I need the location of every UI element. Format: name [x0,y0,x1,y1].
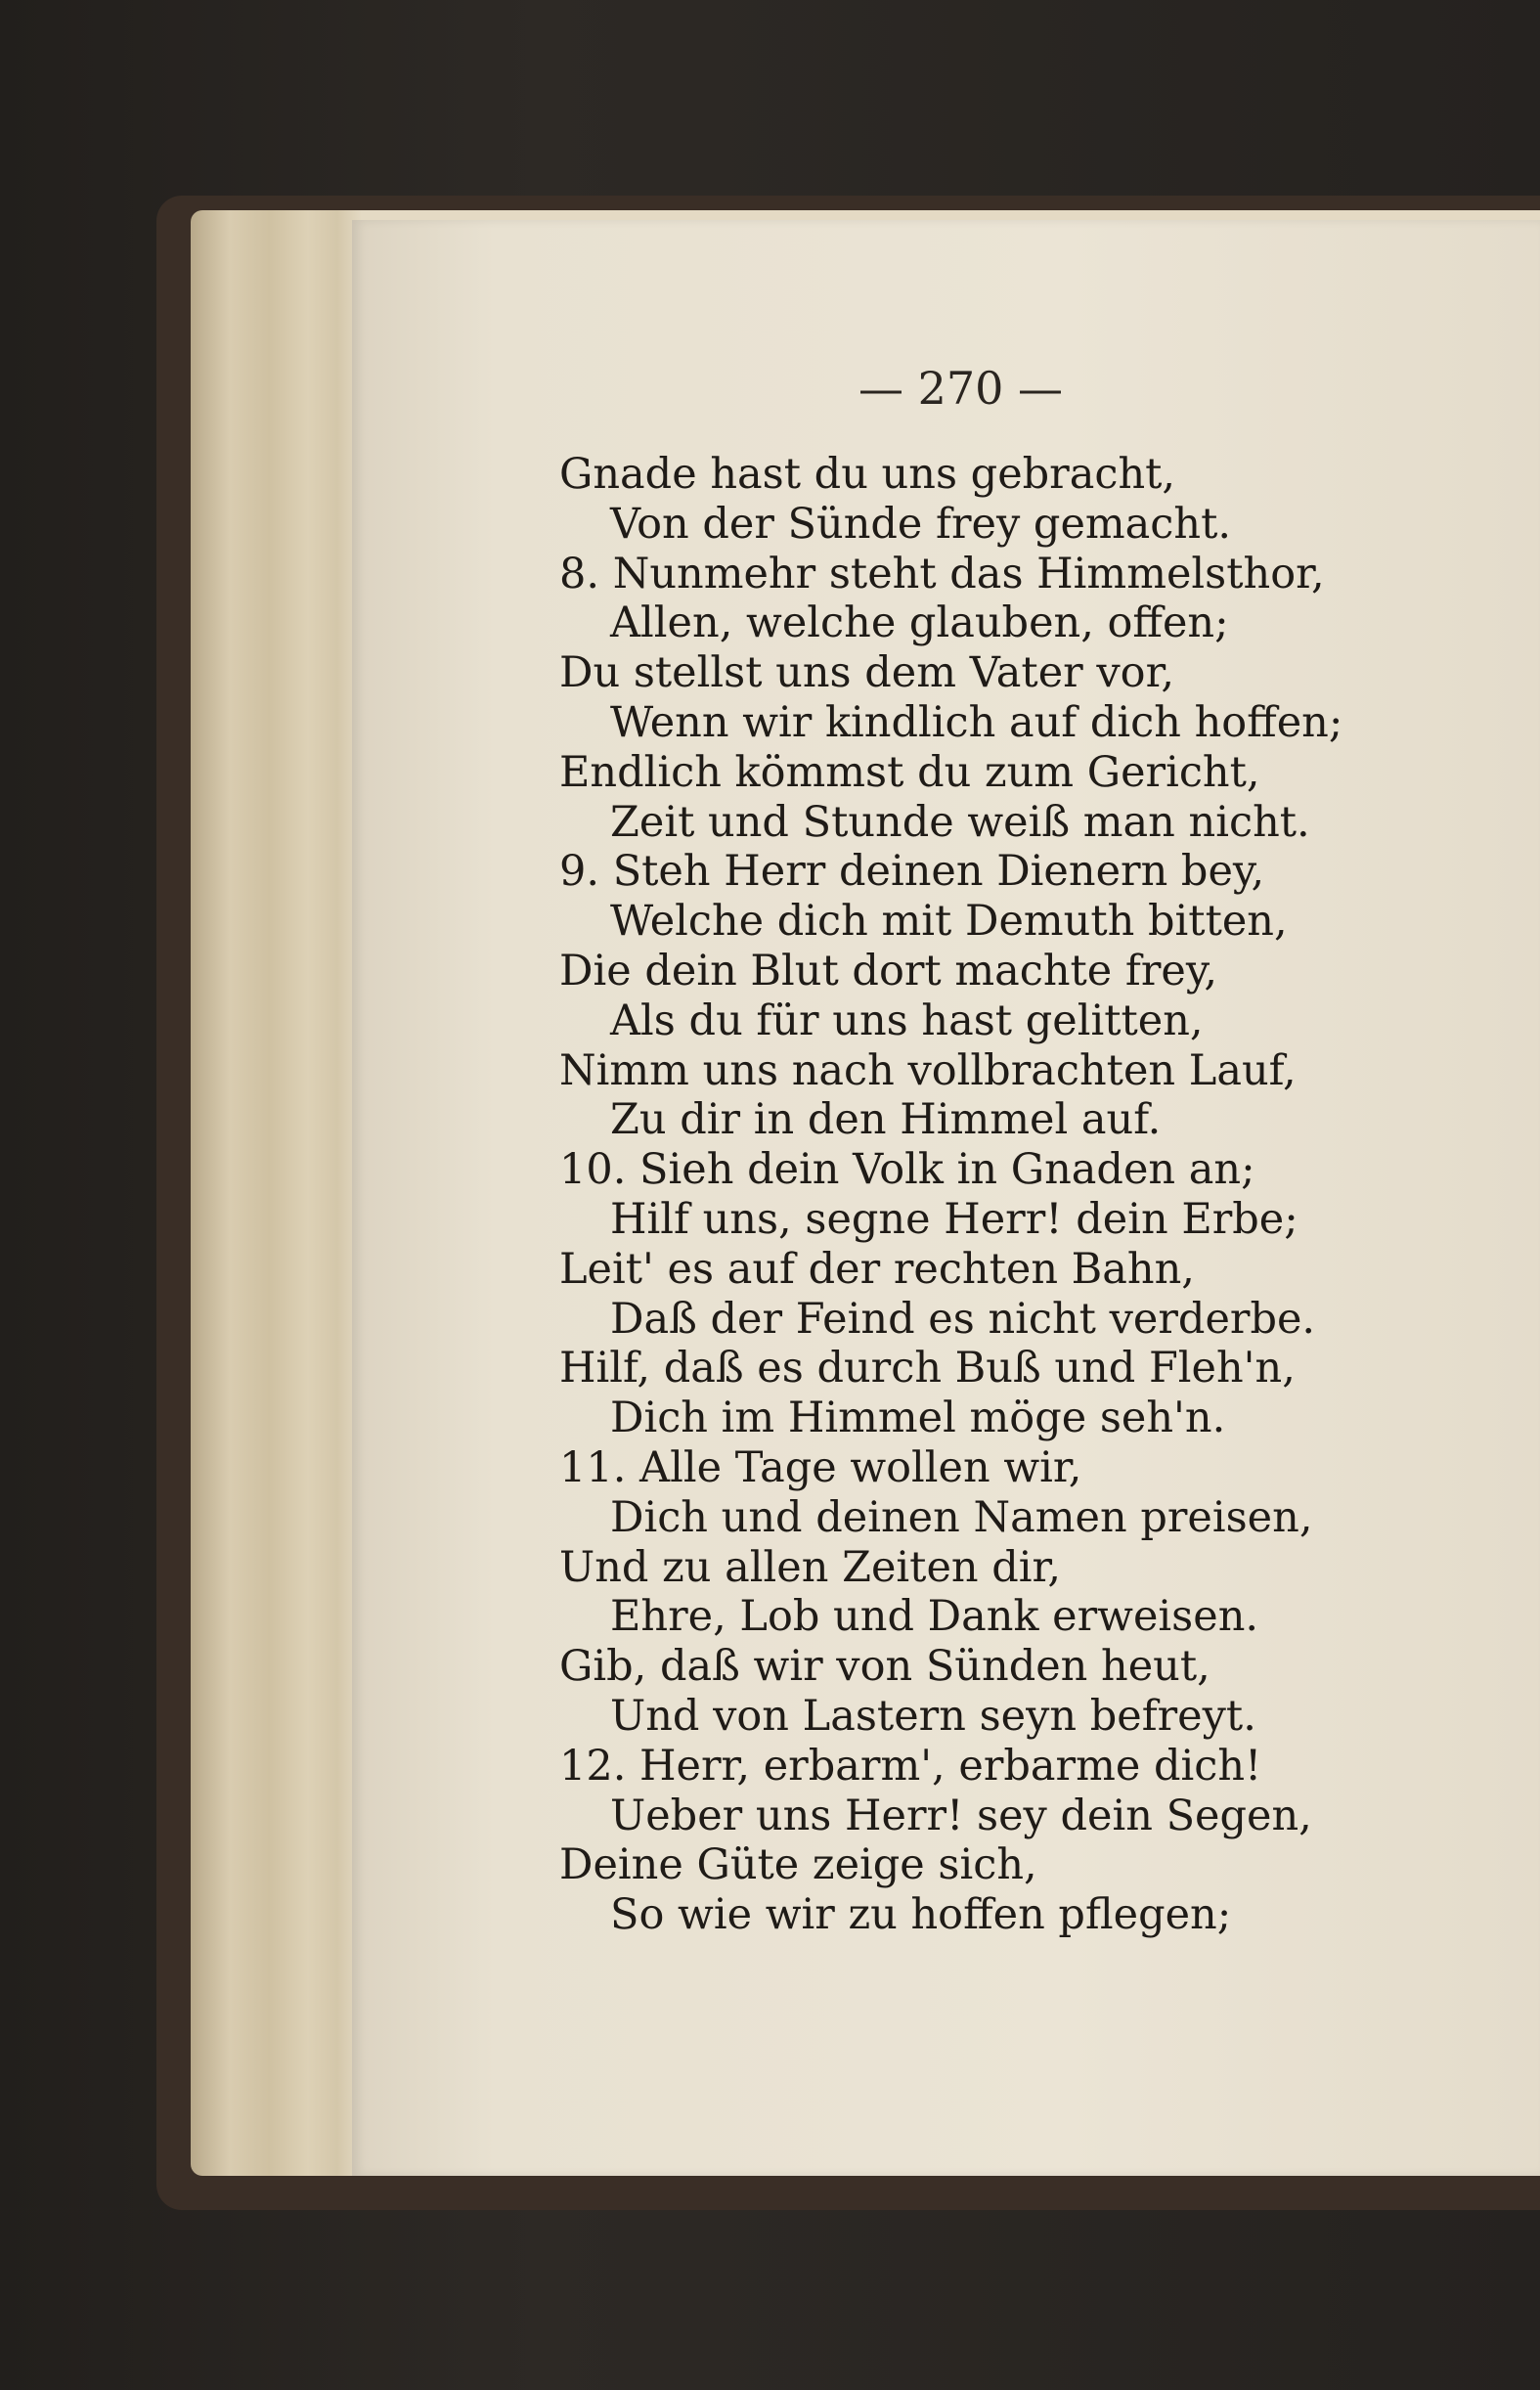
text-line: Wenn wir kindlich auf dich hoffen; [610,697,1343,747]
text-line: Hilf, daß es durch Buß und Fleh'n, [559,1344,1296,1394]
hymn-text [559,450,1498,1940]
text-line: Und zu allen Zeiten dir, [559,1542,1062,1592]
text-line: Von der Sünde frey gemacht. [610,499,1232,549]
text-line: Dich und deinen Namen preisen, [610,1492,1313,1542]
text-line: Gib, daß wir von Sünden heut, [559,1642,1210,1692]
text-line: Als du für uns hast gelitten, [610,996,1204,1045]
text-line: Dich im Himmel möge seh'n. [610,1394,1226,1443]
text-line: 10. Sieh dein Volk in Gnaden an; [559,1145,1255,1195]
page-number: — 270 — [858,362,1064,415]
text-line: Zu dir in den Himmel auf. [610,1095,1162,1145]
text-line: Die dein Blut dort machte frey, [559,946,1218,996]
text-line: Du stellst uns dem Vater vor, [559,648,1175,698]
text-line: Daß der Feind es nicht verderbe. [610,1294,1316,1344]
text-line: Ehre, Lob und Dank erweisen. [610,1592,1259,1642]
text-line: Deine Güte zeige sich, [559,1840,1037,1890]
text-line: Welche dich mit Demuth bitten, [610,897,1288,947]
text-line: So wie wir zu hoffen pflegen; [610,1890,1232,1940]
text-line: 9. Steh Herr deinen Dienern bey, [559,847,1265,897]
text-line: Allen, welche glauben, offen; [610,598,1229,648]
text-line: Ueber uns Herr! sey dein Segen, [610,1791,1312,1840]
text-line: 8. Nunmehr steht das Himmelsthor, [559,549,1325,598]
text-line: Endlich kömmst du zum Gericht, [559,747,1260,797]
text-line: Leit' es auf der rechten Bahn, [559,1244,1195,1294]
text-line: Nimm uns nach vollbrachten Lauf, [559,1045,1297,1095]
text-line: 11. Alle Tage wollen wir, [559,1442,1082,1492]
text-line: Zeit und Stunde weiß man nicht. [610,797,1310,847]
text-line: Hilf uns, segne Herr! dein Erbe; [610,1194,1298,1244]
text-line: 12. Herr, erbarm', erbarme dich! [559,1741,1262,1791]
text-line: Gnade hast du uns gebracht, [559,450,1176,499]
text-line: Und von Lastern seyn befreyt. [610,1691,1256,1741]
